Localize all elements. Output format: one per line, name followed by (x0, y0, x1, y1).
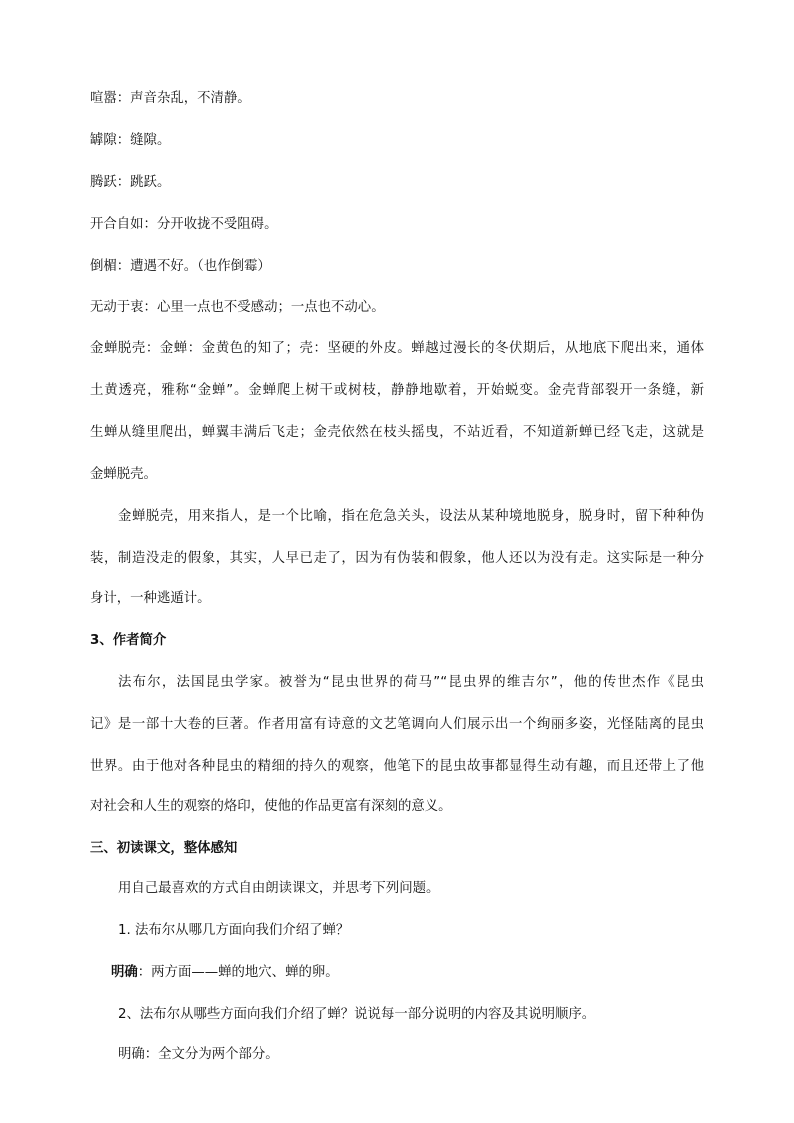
author-line-2: 记》是一部十大卷的巨著。作者用富有诗意的文艺笔调向人们展示出一个绚丽多姿，光怪陆离的昆虫 (90, 717, 704, 732)
answer-2: 明确：全文分为两个部分。 (118, 1047, 279, 1062)
vocab-xiaxi: 罅隙：缝隙。 (90, 133, 171, 148)
jinchan-line-2: 土黄透亮，雅称“金蝉”。金蝉爬上树干或树枝，静静地歇着，开始蜕变。金壳背部裂开一条缝，新 (90, 383, 704, 398)
author-line-4: 对社会和人生的观察的烙印，使他的作品更富有深刻的意义。 (90, 799, 452, 814)
metaphor-line-1: 金蝉脱壳，用来指人，是一个比喻，指在危急关头，设法从某种境地脱身，脱身时，留下种种伪 (118, 509, 704, 524)
section3-intro: 用自己最喜欢的方式自由朗读课文，并思考下列问题。 (118, 881, 440, 896)
answer-1-label: 明确 (111, 965, 138, 980)
jinchan-line-4: 金蝉脱壳。 (90, 467, 157, 482)
author-line-3: 世界。由于他对各种昆虫的精细的持久的观察，他笔下的昆虫故事都显得生动有趣，而且还带上了他 (90, 759, 704, 774)
vocab-kaihe: 开合自如：分开收拢不受阻碍。 (90, 217, 278, 232)
question-1: 1. 法布尔从哪几方面向我们介绍了蝉？ (118, 923, 350, 938)
jinchan-line-3: 生蝉从缝里爬出，蝉翼丰满后飞走；金壳依然在枝头摇曳，不站近看，不知道新蝉已经飞走，这就是 (90, 425, 704, 440)
metaphor-line-3: 身计，一种逃遁计。 (90, 591, 211, 606)
vocab-tengyue: 腾跃：跳跃。 (90, 175, 171, 190)
vocab-daomei: 倒楣：遭遇不好。（也作倒霉） (90, 259, 271, 274)
metaphor-line-2: 装，制造没走的假象，其实，人早已走了，因为有伪装和假象，他人还以为没有走。这实际是一种分 (90, 551, 704, 566)
answer-1-text: ：两方面——蝉的地穴、蝉的卵。 (137, 965, 339, 980)
section3-heading: 三、初读课文，整体感知 (90, 841, 238, 856)
jinchan-line-1: 金蝉脱壳：金蝉：金黄色的知了；壳：坚硬的外皮。蝉越过漫长的冬伏期后，从地底下爬出来，通体 (90, 341, 704, 356)
answer-1 (111, 964, 339, 982)
vocab-wudong: 无动于衷：心里一点也不受感动；一点也不动心。 (90, 300, 385, 315)
author-line-1: 法布尔，法国昆虫学家。被誉为“昆虫世界的荷马”“昆虫界的维吉尔”，他的传世杰作《昆虫 (118, 675, 704, 690)
author-heading: 3、作者简介 (90, 633, 167, 648)
question-2: 2、法布尔从哪些方面向我们介绍了蝉？说说每一部分说明的内容及其说明顺序。 (118, 1007, 596, 1022)
vocab-xuanxiao: 喧嚣：声音杂乱，不清静。 (90, 91, 251, 106)
